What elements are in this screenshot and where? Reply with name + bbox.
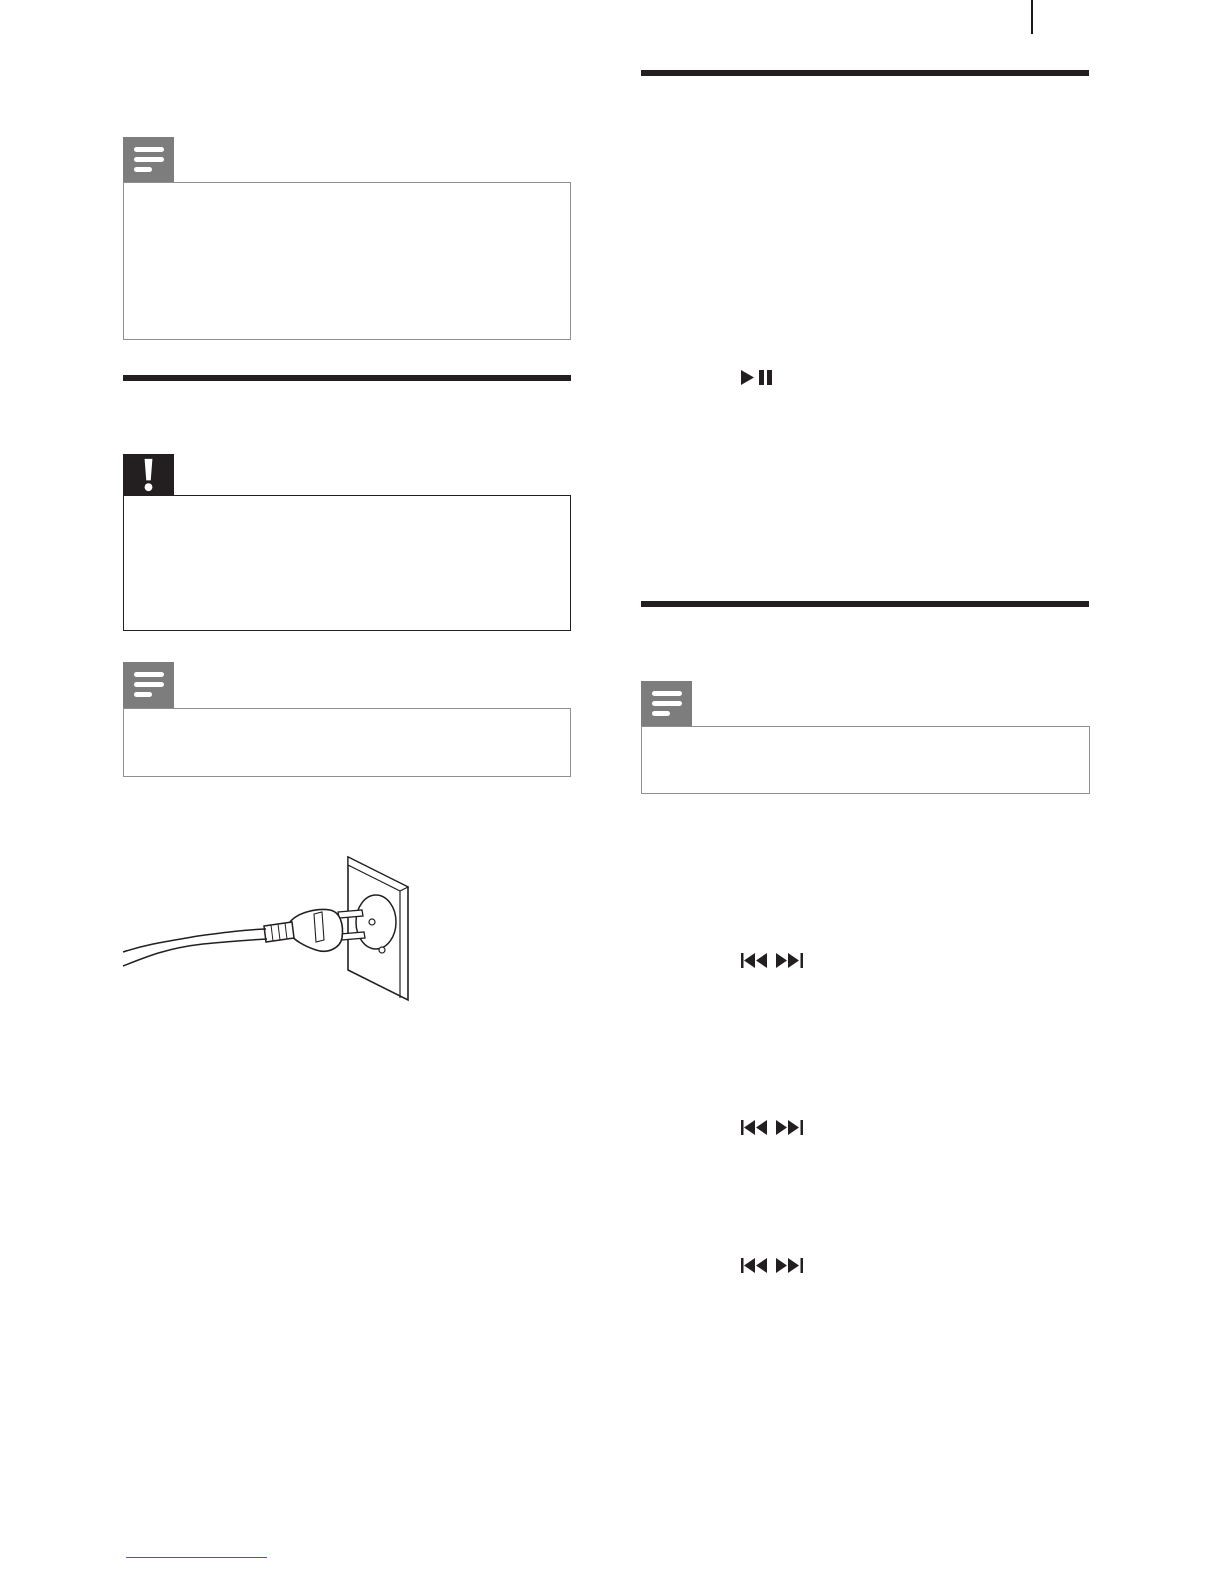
note-icon: [652, 691, 682, 717]
prev-next-icon: [741, 1119, 804, 1136]
power-plug-socket-illustration: [118, 852, 418, 1002]
section-rule: [641, 70, 1089, 76]
prev-next-icon: [741, 1257, 804, 1274]
prev-next-icon: [741, 952, 804, 969]
section-rule: [641, 601, 1089, 607]
note-box: [641, 726, 1090, 794]
note-tab: [641, 681, 692, 727]
caution-tab: [123, 454, 174, 496]
note-box: [123, 182, 571, 340]
note-icon: [134, 672, 164, 698]
play-pause-icon: [741, 369, 777, 386]
section-rule: [123, 375, 571, 381]
exclamation-icon: [123, 454, 174, 495]
note-box: [123, 708, 571, 777]
footer-link-underline[interactable]: [126, 1557, 267, 1558]
note-tab: [123, 662, 174, 708]
caution-box: [123, 495, 571, 631]
page-edge-mark: [1031, 0, 1033, 34]
note-icon: [134, 147, 164, 173]
note-tab: [123, 137, 174, 183]
